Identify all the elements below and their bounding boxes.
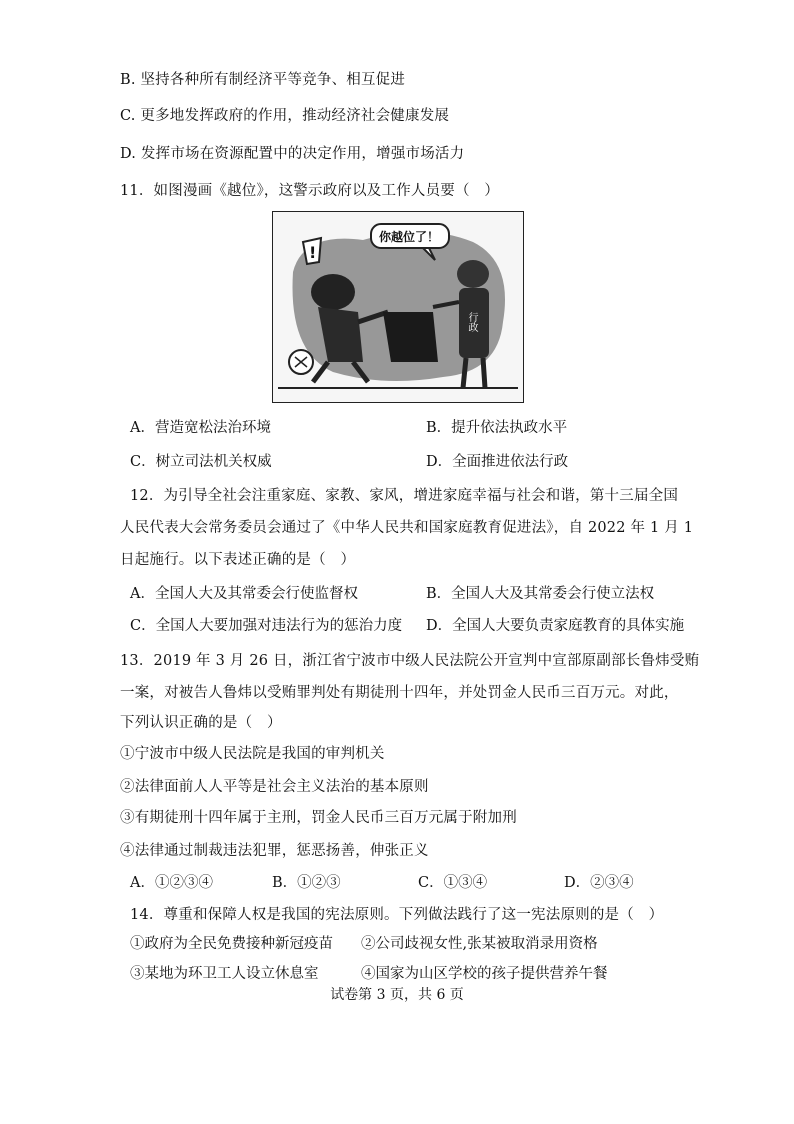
q13-option-c: C．①③④ bbox=[418, 875, 488, 891]
svg-text:!: ! bbox=[309, 243, 317, 262]
q12-option-a: A．全国人大及其常委会行使监督权 bbox=[130, 586, 358, 602]
cartoon-badge-text: 行政 bbox=[466, 312, 477, 332]
q13-option-d: D．②③④ bbox=[564, 875, 634, 891]
q14-stem: 14．尊重和保障人权是我国的宪法原则。下列做法践行了这一宪法原则的是（ ） bbox=[130, 907, 664, 923]
q10-option-c: C. 更多地发挥政府的作用，推动经济社会健康发展 bbox=[120, 108, 450, 124]
q14-statement-1: ①政府为全民免费接种新冠疫苗 bbox=[130, 936, 333, 952]
q12-stem-line2: 人民代表大会常务委员会通过了《中华人民共和国家庭教育促进法》，自 2022 年 1 月 1 bbox=[120, 520, 694, 536]
q13-option-a: A．①②③④ bbox=[130, 875, 213, 891]
q14-statement-4: ④国家为山区学校的孩子提供营养午餐 bbox=[361, 966, 608, 982]
page-footer: 试卷第 3 页，共 6 页 bbox=[330, 987, 464, 1003]
q11-stem: 11．如图漫画《越位》，这警示政府以及工作人员要（ ） bbox=[120, 183, 500, 199]
q14-statement-2: ②公司歧视女性,张某被取消录用资格 bbox=[361, 936, 598, 952]
q13-stem-line1: 13．2019 年 3 月 26 日，浙江省宁波市中级人民法院公开宣判中宣部原副部长鲁炜受贿 bbox=[120, 653, 700, 669]
q13-statement-2: ②法律面前人人平等是社会主义法治的基本原则 bbox=[120, 779, 429, 795]
q13-stem-line3: 下列认识正确的是（ ） bbox=[120, 715, 282, 731]
q11-option-a: A．营造宽松法治环境 bbox=[130, 420, 271, 436]
q13-statement-1: ①宁波市中级人民法院是我国的审判机关 bbox=[120, 746, 385, 762]
q11-option-d: D．全面推进依法行政 bbox=[426, 454, 569, 470]
q12-stem-line1: 12．为引导全社会注重家庭、家教、家风，增进家庭幸福与社会和谐，第十三届全国 bbox=[130, 488, 679, 504]
q13-option-b: B．①②③ bbox=[272, 875, 341, 891]
q13-statement-4: ④法律通过制裁违法犯罪，惩恶扬善，伸张正义 bbox=[120, 843, 429, 859]
q12-option-b: B．全国人大及其常委会行使立法权 bbox=[426, 586, 655, 602]
q12-option-c: C．全国人大要加强对违法行为的惩治力度 bbox=[130, 618, 403, 634]
q10-option-b: B. 坚持各种所有制经济平等竞争、相互促进 bbox=[120, 72, 406, 88]
q13-stem-line2: 一案，对被告人鲁炜以受贿罪判处有期徒刑十四年，并处罚金人民币三百万元。对此， bbox=[120, 685, 679, 701]
cartoon-speech-text: 你越位了！ bbox=[379, 230, 440, 244]
q13-statement-3: ③有期徒刑十四年属于主刑，罚金人民币三百万元属于附加刑 bbox=[120, 810, 517, 826]
q12-option-d: D．全国人大要负责家庭教育的具体实施 bbox=[426, 618, 685, 634]
q11-cartoon bbox=[272, 211, 524, 403]
q14-statement-3: ③某地为环卫工人设立休息室 bbox=[130, 966, 319, 982]
q10-option-d: D. 发挥市场在资源配置中的决定作用，增强市场活力 bbox=[120, 146, 465, 162]
q12-stem-line3: 日起施行。以下表述正确的是（ ） bbox=[120, 552, 356, 568]
q11-option-b: B．提升依法执政水平 bbox=[426, 420, 568, 436]
q11-option-c: C．树立司法机关权威 bbox=[130, 454, 272, 470]
